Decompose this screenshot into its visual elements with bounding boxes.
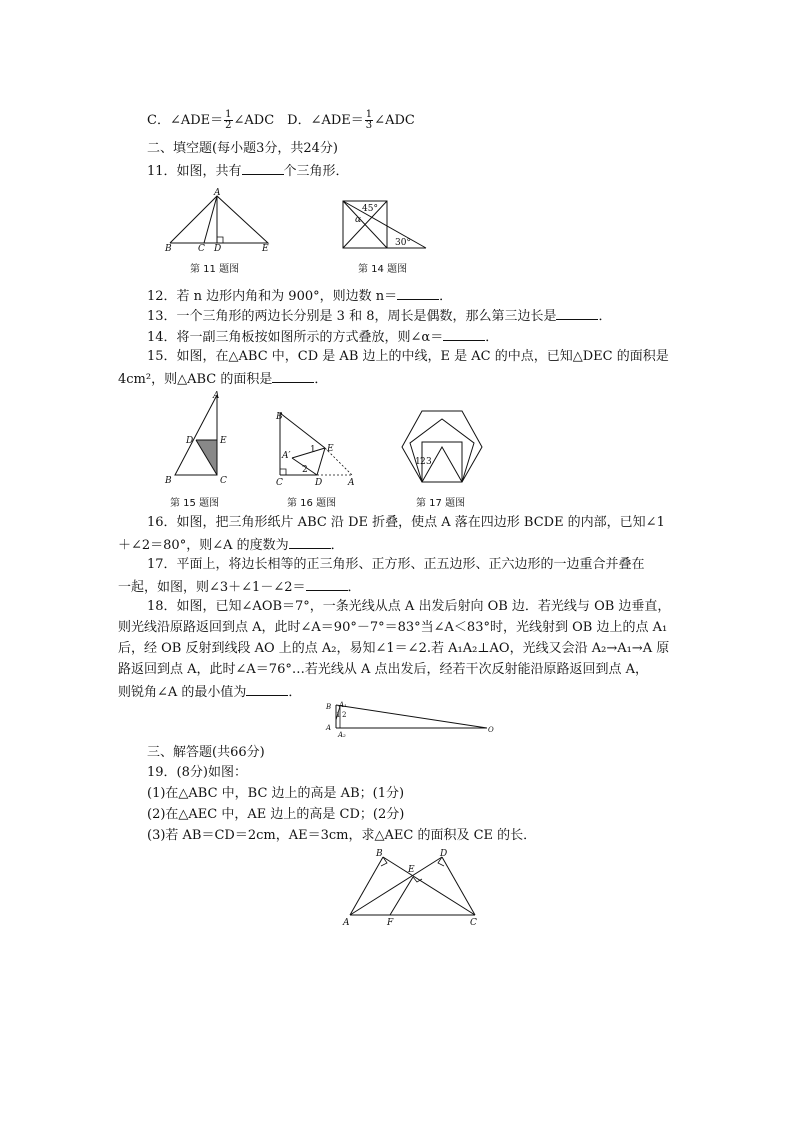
label-a-prime: A′ <box>282 451 291 461</box>
question-11: 11．如图，共有 个三角形． <box>147 164 349 179</box>
label-45: 45° <box>362 204 378 214</box>
answer-blank[interactable] <box>246 683 288 696</box>
label-2: 2 <box>302 465 308 475</box>
label-b: B <box>165 244 172 254</box>
caption-fig11: 第 11 题图 <box>190 264 240 275</box>
figure-17 <box>398 405 488 487</box>
label-f: F <box>387 918 394 928</box>
label-1: 1 <box>310 445 316 455</box>
label-e: E <box>262 244 269 254</box>
question-19-part1: (1)在△ABC 中，BC 边上的高是 AB；(1分) <box>147 786 405 801</box>
question-19-part2: (2)在△AEC 中，AE 边上的高是 CD；(2分) <box>147 807 405 822</box>
options-cd: C．∠ADE＝ $\frac{1}{2}$ ∠ADC D．∠ADE＝ $\frac{1}{3}$ ∠ADC <box>147 109 415 131</box>
label-a: A <box>213 391 220 401</box>
question-19-part3: (3)若 AB＝CD＝2cm，AE＝3cm，求△AEC 的面积及 CE 的长． <box>147 828 537 843</box>
section-fill-blank-title: 二、填空题(每小题3分，共24分) <box>147 141 338 156</box>
question-18-line4: 路返回到点 A，此时∠A＝76°…若光线从 A 点出发后，经若干次反射能沿原路返回到点 A， <box>118 662 649 677</box>
figure-14 <box>340 198 432 252</box>
label-c: C <box>220 476 227 486</box>
label-a2: A₂ <box>338 731 346 739</box>
label-c: C <box>198 244 205 254</box>
question-18-line5: 则锐角∠A 的最小值为 ． <box>118 685 302 700</box>
question-17-line1: 17．平面上，将边长相等的正三角形、正方形、正五边形、正六边形的一边重合并叠在 <box>147 557 645 572</box>
question-13: 13．一个三角形的两边长分别是 3 和 8，周长是偶数，那么第三边长是 ． <box>147 309 612 324</box>
answer-blank[interactable] <box>272 370 314 383</box>
figure-18 <box>322 700 497 742</box>
label-d: D <box>214 244 222 254</box>
label-c: C <box>276 478 283 488</box>
label-e: E <box>327 444 334 454</box>
option-c-text: C．∠ADE＝ <box>147 113 224 128</box>
question-15-line2: 4cm²，则△ABC 的面积是 ． <box>118 372 328 387</box>
question-18-line3: 后，经 OB 反射到线段 AO 上的点 A₂，易知∠1＝∠2.若 A₁A₂⊥AO，光线又会沿 A₂→A₁→A 原 <box>118 641 670 656</box>
figure-16 <box>272 408 367 488</box>
label-b: B <box>276 412 283 422</box>
label-2: 2 <box>342 711 347 719</box>
answer-blank[interactable] <box>242 162 284 175</box>
label-o: O <box>488 726 494 734</box>
question-17-line2: 一起，如图，则∠3＋∠1－∠2＝ ． <box>118 580 361 595</box>
question-19: 19．(8分)如图： <box>147 765 247 780</box>
question-16-line2: ＋∠2＝80°，则∠A 的度数为 ． <box>118 538 344 553</box>
section-answer-title: 三、解答题(共66分) <box>147 745 265 760</box>
label-b: B <box>326 703 332 711</box>
answer-blank[interactable] <box>306 578 348 591</box>
label-a1: A₁ <box>339 701 347 709</box>
label-a: A <box>348 478 355 488</box>
label-d: D <box>315 478 323 488</box>
label-a: A <box>326 724 332 732</box>
label-3: 3 <box>426 457 432 467</box>
answer-blank[interactable] <box>289 536 331 549</box>
label-1: 1 <box>415 457 421 467</box>
answer-blank[interactable] <box>397 287 439 300</box>
label-e: E <box>408 865 415 875</box>
label-d: D <box>440 849 448 859</box>
label-2: 2 <box>420 457 426 467</box>
question-16-line1: 16．如图，把三角形纸片 ABC 沿 DE 折叠，使点 A 落在四边形 BCDE 的内部，已知∠1 <box>147 515 665 530</box>
answer-blank[interactable] <box>556 307 598 320</box>
caption-fig15: 第 15 题图 <box>170 498 220 509</box>
question-12: 12．若 n 边形内角和为 900°，则边数 n＝ ． <box>147 289 453 304</box>
label-c: C <box>470 918 477 928</box>
fraction-third: $\frac{1}{3}$ <box>365 109 373 131</box>
label-1: 1 <box>336 711 341 719</box>
label-b: B <box>376 849 383 859</box>
label-30: 30° <box>395 238 411 248</box>
caption-fig17: 第 17 题图 <box>416 498 466 509</box>
label-e: E <box>220 436 227 446</box>
figure-11 <box>165 188 275 252</box>
question-14: 14．将一副三角板按如图所示的方式叠放，则∠α＝ ． <box>147 330 499 345</box>
caption-fig14: 第 14 题图 <box>358 264 408 275</box>
figure-19 <box>340 845 490 930</box>
label-b: B <box>165 476 172 486</box>
question-18-line2: 则光线沿原路返回到点 A，此时∠A＝90°－7°＝83°当∠A＜83°时，光线射到 OB 边上的点 A₁ <box>118 620 668 635</box>
label-d: D <box>186 436 194 446</box>
option-d-text: ∠ADC D．∠ADE＝ <box>233 113 364 128</box>
fraction-half: $\frac{1}{2}$ <box>225 109 232 131</box>
label-alpha: α <box>355 215 362 225</box>
label-a: A <box>214 188 221 198</box>
caption-fig16: 第 16 题图 <box>287 498 337 509</box>
question-18-line1: 18．如图，已知∠AOB＝7°，一条光线从点 A 出发后射向 OB 边．若光线与 OB 边垂直， <box>147 599 671 614</box>
question-15-line1: 15．如图，在△ABC 中，CD 是 AB 边上的中线，E 是 AC 的中点，已知△DEC 的面积是 <box>147 349 669 364</box>
figure-15 <box>165 390 245 488</box>
label-a: A <box>343 918 350 928</box>
answer-blank[interactable] <box>443 328 485 341</box>
